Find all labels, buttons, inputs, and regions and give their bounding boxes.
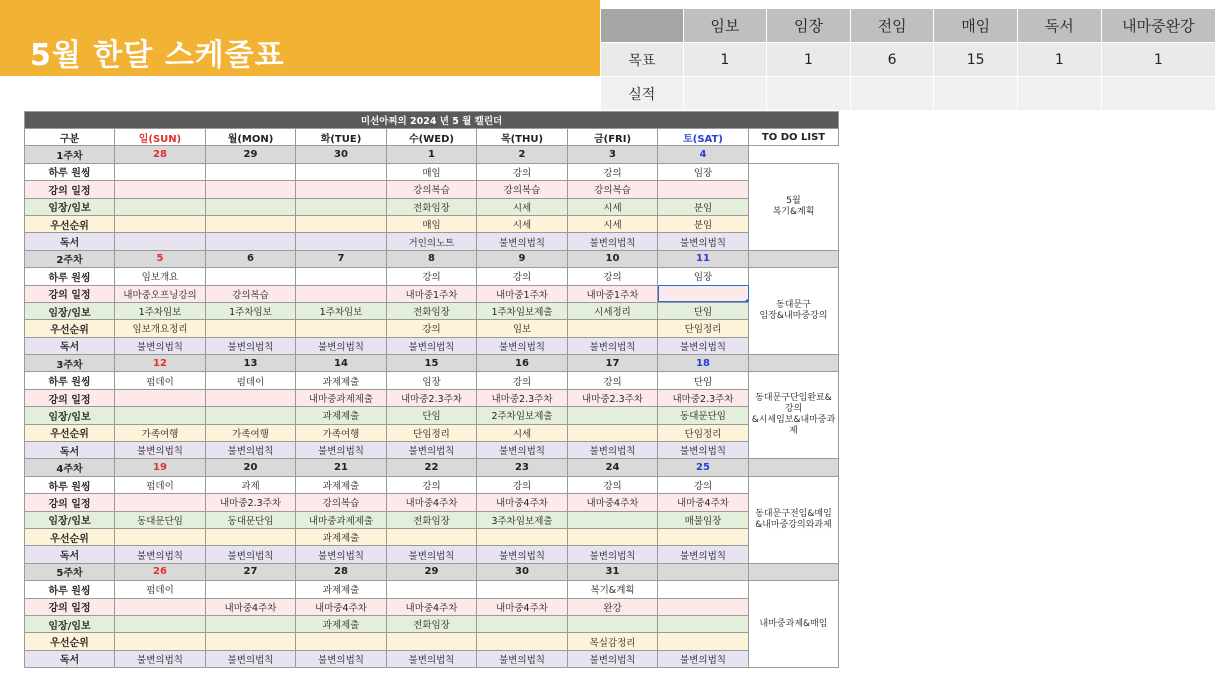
schedule-cell[interactable]: 펌데이 bbox=[115, 476, 206, 493]
schedule-cell[interactable]: 시세 bbox=[568, 215, 658, 232]
todo-line: 복기&계획 bbox=[772, 206, 815, 217]
date-cell[interactable]: 13 bbox=[206, 355, 296, 372]
schedule-cell[interactable]: 분임 bbox=[658, 198, 749, 215]
date-cell[interactable]: 25 bbox=[658, 459, 749, 476]
schedule-cell[interactable]: 과제 bbox=[206, 476, 296, 493]
date-cell[interactable]: 1 bbox=[387, 146, 477, 163]
schedule-cell[interactable]: 1주차임보 bbox=[115, 302, 206, 319]
todo-header: TO DO LIST bbox=[749, 129, 839, 146]
todo-line: &내마중강의와과제 bbox=[755, 519, 832, 530]
row-label: 우선순위 bbox=[25, 633, 115, 650]
date-cell[interactable]: 12 bbox=[115, 355, 206, 372]
week-label: 2주차 bbox=[25, 250, 115, 267]
schedule-cell[interactable]: 내마중과제제출 bbox=[296, 511, 387, 528]
schedule-cell[interactable]: 내마중2.3주차 bbox=[658, 389, 749, 406]
week-label: 3주차 bbox=[25, 355, 115, 372]
schedule-cell[interactable]: 1주차임보 bbox=[206, 302, 296, 319]
schedule-cell[interactable]: 강의복습 bbox=[568, 181, 658, 198]
schedule-cell[interactable]: 시세 bbox=[477, 215, 568, 232]
goals-actual-cell[interactable] bbox=[767, 77, 851, 111]
schedule-cell[interactable]: 강의 bbox=[387, 268, 477, 285]
goals-actual-cell[interactable] bbox=[683, 77, 767, 111]
schedule-cell[interactable] bbox=[115, 215, 206, 232]
schedule-cell[interactable] bbox=[115, 615, 206, 632]
schedule-cell[interactable] bbox=[115, 181, 206, 198]
schedule-cell[interactable]: 강의 bbox=[568, 163, 658, 180]
schedule-cell[interactable] bbox=[206, 198, 296, 215]
schedule-cell[interactable]: 내마중4주차 bbox=[477, 598, 568, 615]
schedule-cell[interactable]: 과제제출 bbox=[296, 581, 387, 598]
date-cell[interactable]: 7 bbox=[296, 250, 387, 267]
schedule-cell[interactable] bbox=[568, 615, 658, 632]
goals-target-cell[interactable]: 1 bbox=[683, 43, 767, 77]
schedule-cell[interactable]: 내마중2.3주차 bbox=[568, 389, 658, 406]
schedule-cell[interactable]: 불변의법칙 bbox=[387, 650, 477, 667]
todo-line: &시세임보&내마중과제 bbox=[751, 415, 836, 437]
schedule-cell[interactable]: 내마중과제제출 bbox=[296, 389, 387, 406]
schedule-cell[interactable] bbox=[115, 633, 206, 650]
schedule-cell[interactable]: 복기&계획 bbox=[568, 581, 658, 598]
row-label: 우선순위 bbox=[25, 528, 115, 545]
row-label: 임장/임보 bbox=[25, 302, 115, 319]
row-label: 하루 원씽 bbox=[25, 163, 115, 180]
schedule-cell[interactable]: 단임정리 bbox=[658, 424, 749, 441]
schedule-cell[interactable]: 불변의법칙 bbox=[568, 650, 658, 667]
schedule-cell[interactable]: 내마중1주차 bbox=[568, 285, 658, 302]
schedule-cell[interactable] bbox=[206, 389, 296, 406]
schedule-cell[interactable]: 내마중1주차 bbox=[387, 285, 477, 302]
schedule-cell[interactable]: 단임 bbox=[658, 372, 749, 389]
schedule-cell[interactable] bbox=[658, 181, 749, 198]
todo-line: 동대문구전임&매임 bbox=[755, 508, 832, 519]
goals-target-cell[interactable]: 1 bbox=[1101, 43, 1215, 77]
row-label: 강의 일정 bbox=[25, 285, 115, 302]
row-label: 강의 일정 bbox=[25, 389, 115, 406]
todo-week-spacer bbox=[749, 459, 839, 476]
date-cell[interactable]: 21 bbox=[296, 459, 387, 476]
date-cell[interactable]: 29 bbox=[206, 146, 296, 163]
schedule-cell[interactable] bbox=[206, 615, 296, 632]
date-cell[interactable]: 5 bbox=[115, 250, 206, 267]
row-label: 강의 일정 bbox=[25, 494, 115, 511]
schedule-cell[interactable]: 목실감정리 bbox=[568, 633, 658, 650]
goals-target-cell[interactable]: 1 bbox=[767, 43, 851, 77]
goals-actual-cell[interactable] bbox=[1101, 77, 1215, 111]
schedule-cell[interactable]: 매물임장 bbox=[658, 511, 749, 528]
schedule-cell[interactable] bbox=[477, 615, 568, 632]
schedule-cell[interactable] bbox=[296, 285, 387, 302]
schedule-cell[interactable]: 3주차임보제출 bbox=[477, 511, 568, 528]
date-cell[interactable]: 29 bbox=[387, 563, 477, 580]
schedule-cell[interactable]: 불변의법칙 bbox=[206, 337, 296, 354]
date-cell[interactable]: 27 bbox=[206, 563, 296, 580]
schedule-cell[interactable] bbox=[658, 633, 749, 650]
schedule-cell[interactable]: 불변의법칙 bbox=[296, 442, 387, 459]
schedule-cell[interactable]: 불변의법칙 bbox=[477, 546, 568, 563]
calendar-corner-label: 구분 bbox=[25, 129, 115, 146]
schedule-cell[interactable] bbox=[296, 163, 387, 180]
schedule-cell[interactable] bbox=[296, 320, 387, 337]
goals-target-cell[interactable]: 15 bbox=[934, 43, 1018, 77]
date-cell[interactable]: 18 bbox=[658, 355, 749, 372]
goals-col-header: 임보 bbox=[683, 9, 767, 43]
schedule-cell[interactable]: 불변의법칙 bbox=[658, 546, 749, 563]
schedule-cell[interactable] bbox=[296, 215, 387, 232]
schedule-cell[interactable]: 임장 bbox=[387, 372, 477, 389]
goals-row-label: 실적 bbox=[601, 77, 683, 111]
date-cell[interactable]: 22 bbox=[387, 459, 477, 476]
goals-target-cell[interactable]: 6 bbox=[850, 43, 934, 77]
schedule-cell[interactable] bbox=[658, 615, 749, 632]
schedule-cell[interactable]: 불변의법칙 bbox=[296, 650, 387, 667]
schedule-cell[interactable]: 강의복습 bbox=[387, 181, 477, 198]
goals-corner bbox=[601, 9, 683, 43]
schedule-cell[interactable]: 강의 bbox=[658, 476, 749, 493]
schedule-cell[interactable]: 단임 bbox=[658, 302, 749, 319]
date-cell[interactable] bbox=[658, 563, 749, 580]
schedule-cell[interactable]: 분임 bbox=[658, 215, 749, 232]
schedule-cell[interactable]: 펌데이 bbox=[115, 581, 206, 598]
row-label: 하루 원씽 bbox=[25, 372, 115, 389]
goals-actual-cell[interactable] bbox=[1017, 77, 1101, 111]
schedule-cell[interactable]: 내마중4주차 bbox=[296, 598, 387, 615]
date-cell[interactable]: 28 bbox=[296, 563, 387, 580]
schedule-cell[interactable] bbox=[387, 633, 477, 650]
schedule-cell[interactable]: 임보개요정리 bbox=[115, 320, 206, 337]
schedule-cell[interactable] bbox=[477, 633, 568, 650]
schedule-cell[interactable]: 전화임장 bbox=[387, 511, 477, 528]
schedule-cell[interactable]: 내마중4주차 bbox=[658, 494, 749, 511]
schedule-cell[interactable]: 2주차임보제출 bbox=[477, 407, 568, 424]
row-label: 임장/임보 bbox=[25, 511, 115, 528]
schedule-cell[interactable] bbox=[206, 633, 296, 650]
goals-table bbox=[601, 9, 1216, 111]
date-cell[interactable]: 23 bbox=[477, 459, 568, 476]
schedule-cell[interactable] bbox=[568, 511, 658, 528]
schedule-cell[interactable] bbox=[115, 163, 206, 180]
schedule-cell[interactable]: 불변의법칙 bbox=[206, 546, 296, 563]
schedule-cell[interactable]: 가족여행 bbox=[206, 424, 296, 441]
schedule-cell[interactable] bbox=[115, 407, 206, 424]
schedule-cell[interactable]: 불변의법칙 bbox=[206, 442, 296, 459]
row-label: 우선순위 bbox=[25, 424, 115, 441]
todo-line: 동대문구단임완료&강의 bbox=[755, 393, 832, 415]
schedule-cell[interactable] bbox=[296, 181, 387, 198]
schedule-cell[interactable]: 강의 bbox=[387, 476, 477, 493]
day-header-mon: 월(MON) bbox=[206, 129, 296, 146]
schedule-cell[interactable] bbox=[115, 494, 206, 511]
schedule-cell[interactable]: 불변의법칙 bbox=[568, 442, 658, 459]
date-cell[interactable]: 26 bbox=[115, 563, 206, 580]
schedule-cell[interactable]: 과제제출 bbox=[296, 615, 387, 632]
schedule-cell[interactable]: 과제제출 bbox=[296, 528, 387, 545]
schedule-cell[interactable]: 내마중4주차 bbox=[477, 494, 568, 511]
schedule-cell[interactable]: 강의 bbox=[477, 163, 568, 180]
schedule-cell[interactable]: 1주차임보제출 bbox=[477, 302, 568, 319]
page-title: 5월 한달 스케줄표 bbox=[30, 38, 285, 73]
schedule-cell[interactable] bbox=[206, 163, 296, 180]
todo-cell[interactable] bbox=[749, 372, 839, 459]
schedule-cell[interactable]: 내마중4주차 bbox=[568, 494, 658, 511]
schedule-cell[interactable] bbox=[568, 407, 658, 424]
day-header-wed: 수(WED) bbox=[387, 129, 477, 146]
schedule-cell[interactable] bbox=[296, 268, 387, 285]
schedule-cell[interactable]: 펌데이 bbox=[115, 372, 206, 389]
date-cell[interactable]: 4 bbox=[658, 146, 749, 163]
day-header-sat: 토(SAT) bbox=[658, 129, 749, 146]
todo-line: 내마중과제&매임 bbox=[759, 618, 828, 629]
schedule-cell[interactable]: 단임정리 bbox=[658, 320, 749, 337]
schedule-cell[interactable]: 매임 bbox=[387, 215, 477, 232]
schedule-cell[interactable]: 과제제출 bbox=[296, 407, 387, 424]
schedule-cell[interactable]: 강의복습 bbox=[296, 494, 387, 511]
row-label: 하루 원씽 bbox=[25, 268, 115, 285]
todo-week-spacer bbox=[749, 250, 839, 267]
schedule-cell[interactable]: 불변의법칙 bbox=[387, 337, 477, 354]
date-cell[interactable]: 3 bbox=[568, 146, 658, 163]
schedule-cell[interactable] bbox=[206, 407, 296, 424]
todo-week-spacer bbox=[749, 563, 839, 580]
schedule-cell[interactable] bbox=[296, 233, 387, 250]
date-cell[interactable]: 10 bbox=[568, 250, 658, 267]
fill-handle[interactable] bbox=[745, 299, 749, 303]
schedule-cell[interactable] bbox=[658, 598, 749, 615]
date-cell[interactable]: 19 bbox=[115, 459, 206, 476]
schedule-cell[interactable]: 단임정리 bbox=[387, 424, 477, 441]
schedule-cell[interactable]: 단임 bbox=[387, 407, 477, 424]
calendar-title: 미선아찌의 2024 년 5 월 캘린더 bbox=[25, 112, 839, 129]
row-label: 강의 일정 bbox=[25, 598, 115, 615]
schedule-cell[interactable]: 불변의법칙 bbox=[115, 650, 206, 667]
schedule-cell[interactable]: 임보개요 bbox=[115, 268, 206, 285]
date-cell[interactable]: 8 bbox=[387, 250, 477, 267]
day-header-thu: 목(THU) bbox=[477, 129, 568, 146]
schedule-cell[interactable]: 과제제출 bbox=[296, 476, 387, 493]
schedule-cell[interactable]: 내마중4주차 bbox=[206, 598, 296, 615]
row-label: 강의 일정 bbox=[25, 181, 115, 198]
schedule-cell[interactable]: 1주차임보 bbox=[296, 302, 387, 319]
schedule-cell[interactable]: 강의 bbox=[568, 476, 658, 493]
schedule-cell[interactable]: 불변의법칙 bbox=[477, 442, 568, 459]
row-label: 임장/임보 bbox=[25, 615, 115, 632]
goals-col-header: 독서 bbox=[1017, 9, 1101, 43]
schedule-cell[interactable]: 불변의법칙 bbox=[568, 546, 658, 563]
date-cell[interactable]: 16 bbox=[477, 355, 568, 372]
row-label: 독서 bbox=[25, 546, 115, 563]
schedule-cell[interactable] bbox=[568, 528, 658, 545]
schedule-cell[interactable]: 강의복습 bbox=[206, 285, 296, 302]
schedule-cell[interactable]: 불변의법칙 bbox=[477, 650, 568, 667]
todo-line: 5월 bbox=[786, 195, 801, 206]
schedule-cell[interactable]: 동대문단임 bbox=[115, 511, 206, 528]
schedule-cell[interactable]: 불변의법칙 bbox=[477, 337, 568, 354]
date-cell[interactable]: 2 bbox=[477, 146, 568, 163]
schedule-cell[interactable]: 전화임장 bbox=[387, 615, 477, 632]
schedule-cell[interactable] bbox=[206, 215, 296, 232]
schedule-cell[interactable]: 불변의법칙 bbox=[115, 442, 206, 459]
schedule-cell[interactable] bbox=[115, 233, 206, 250]
schedule-cell[interactable]: 불변의법칙 bbox=[568, 337, 658, 354]
schedule-cell[interactable] bbox=[115, 198, 206, 215]
schedule-cell[interactable]: 가족여행 bbox=[296, 424, 387, 441]
schedule-cell[interactable]: 동대문단임 bbox=[658, 407, 749, 424]
schedule-cell[interactable]: 시세 bbox=[477, 424, 568, 441]
goals-col-header: 임장 bbox=[767, 9, 851, 43]
schedule-cell[interactable]: 과제제출 bbox=[296, 372, 387, 389]
schedule-cell[interactable]: 매임 bbox=[387, 163, 477, 180]
schedule-cell[interactable]: 불변의법칙 bbox=[568, 233, 658, 250]
week-label: 1주차 bbox=[25, 146, 115, 163]
schedule-cell[interactable]: 펌데이 bbox=[206, 372, 296, 389]
schedule-cell[interactable] bbox=[387, 581, 477, 598]
todo-week-spacer bbox=[749, 355, 839, 372]
schedule-cell[interactable]: 불변의법칙 bbox=[115, 546, 206, 563]
schedule-cell[interactable]: 완강 bbox=[568, 598, 658, 615]
schedule-cell[interactable]: 불변의법칙 bbox=[658, 233, 749, 250]
date-cell[interactable]: 15 bbox=[387, 355, 477, 372]
goals-target-cell[interactable]: 1 bbox=[1017, 43, 1101, 77]
schedule-cell[interactable]: 강의 bbox=[568, 372, 658, 389]
row-label: 독서 bbox=[25, 233, 115, 250]
calendar-table bbox=[24, 111, 839, 668]
goals-actual-cell[interactable] bbox=[850, 77, 934, 111]
goals-row-label: 목표 bbox=[601, 43, 683, 77]
week-label: 5주차 bbox=[25, 563, 115, 580]
date-cell[interactable]: 6 bbox=[206, 250, 296, 267]
date-cell[interactable]: 31 bbox=[568, 563, 658, 580]
todo-line: 동대문구 bbox=[776, 300, 811, 311]
day-header-sun: 일(SUN) bbox=[115, 129, 206, 146]
schedule-cell[interactable]: 강의 bbox=[477, 268, 568, 285]
goals-col-header: 내마중완강 bbox=[1101, 9, 1215, 43]
schedule-cell[interactable]: 임장 bbox=[658, 163, 749, 180]
schedule-cell[interactable]: 강의 bbox=[568, 268, 658, 285]
schedule-cell[interactable] bbox=[206, 181, 296, 198]
schedule-cell[interactable] bbox=[206, 268, 296, 285]
schedule-cell[interactable]: 전화임장 bbox=[387, 198, 477, 215]
date-cell[interactable]: 11 bbox=[658, 250, 749, 267]
schedule-cell[interactable]: 불변의법칙 bbox=[296, 337, 387, 354]
todo-cell[interactable] bbox=[749, 476, 839, 563]
date-cell[interactable]: 24 bbox=[568, 459, 658, 476]
schedule-cell[interactable]: 가족여행 bbox=[115, 424, 206, 441]
todo-cell[interactable] bbox=[749, 163, 839, 250]
schedule-cell[interactable] bbox=[206, 581, 296, 598]
schedule-cell[interactable] bbox=[658, 581, 749, 598]
schedule-cell[interactable] bbox=[477, 528, 568, 545]
schedule-cell[interactable] bbox=[477, 581, 568, 598]
schedule-cell[interactable] bbox=[115, 528, 206, 545]
schedule-cell[interactable]: 내마중오프닝강의 bbox=[115, 285, 206, 302]
date-cell[interactable]: 14 bbox=[296, 355, 387, 372]
schedule-cell[interactable] bbox=[206, 233, 296, 250]
schedule-cell[interactable]: 불변의법칙 bbox=[387, 546, 477, 563]
schedule-cell[interactable] bbox=[115, 598, 206, 615]
todo-cell[interactable] bbox=[749, 581, 839, 668]
schedule-cell[interactable]: 시세 bbox=[477, 198, 568, 215]
schedule-cell[interactable] bbox=[387, 528, 477, 545]
schedule-cell[interactable]: 불변의법칙 bbox=[296, 546, 387, 563]
schedule-cell[interactable]: 불변의법칙 bbox=[206, 650, 296, 667]
date-cell[interactable]: 17 bbox=[568, 355, 658, 372]
schedule-cell[interactable]: 강의 bbox=[387, 320, 477, 337]
schedule-cell[interactable]: 시세 bbox=[568, 198, 658, 215]
schedule-cell[interactable]: 임보 bbox=[477, 320, 568, 337]
schedule-cell[interactable]: 임장 bbox=[658, 268, 749, 285]
schedule-cell[interactable] bbox=[568, 320, 658, 337]
schedule-cell[interactable]: 동대문단임 bbox=[206, 511, 296, 528]
schedule-cell[interactable] bbox=[296, 198, 387, 215]
schedule-cell[interactable]: 내마중1주차 bbox=[477, 285, 568, 302]
day-header-fri: 금(FRI) bbox=[568, 129, 658, 146]
schedule-cell[interactable]: 시세정리 bbox=[568, 302, 658, 319]
row-label: 하루 원씽 bbox=[25, 581, 115, 598]
schedule-cell[interactable] bbox=[658, 528, 749, 545]
row-label: 임장/임보 bbox=[25, 407, 115, 424]
goals-col-header: 매임 bbox=[934, 9, 1018, 43]
row-label: 독서 bbox=[25, 337, 115, 354]
date-cell[interactable]: 20 bbox=[206, 459, 296, 476]
schedule-cell[interactable]: 내마중4주차 bbox=[387, 598, 477, 615]
schedule-cell[interactable]: 불변의법칙 bbox=[658, 442, 749, 459]
schedule-cell[interactable] bbox=[206, 320, 296, 337]
row-label: 우선순위 bbox=[25, 215, 115, 232]
schedule-cell[interactable]: 내마중4주차 bbox=[387, 494, 477, 511]
row-label: 독서 bbox=[25, 442, 115, 459]
schedule-cell[interactable]: 불변의법칙 bbox=[658, 337, 749, 354]
date-cell[interactable]: 30 bbox=[477, 563, 568, 580]
schedule-cell[interactable] bbox=[115, 389, 206, 406]
schedule-cell[interactable]: 불변의법칙 bbox=[387, 442, 477, 459]
schedule-cell[interactable] bbox=[568, 424, 658, 441]
title-banner bbox=[0, 0, 600, 76]
schedule-cell[interactable]: 불변의법칙 bbox=[658, 650, 749, 667]
schedule-cell[interactable] bbox=[296, 633, 387, 650]
date-cell[interactable]: 9 bbox=[477, 250, 568, 267]
row-label: 임장/임보 bbox=[25, 198, 115, 215]
schedule-cell[interactable]: 내마중2.3주차 bbox=[387, 389, 477, 406]
schedule-cell[interactable]: 강의복습 bbox=[477, 181, 568, 198]
schedule-cell[interactable] bbox=[206, 528, 296, 545]
selected-cell[interactable] bbox=[658, 285, 749, 302]
row-label: 우선순위 bbox=[25, 320, 115, 337]
day-header-tue: 화(TUE) bbox=[296, 129, 387, 146]
row-label: 하루 원씽 bbox=[25, 476, 115, 493]
schedule-cell[interactable]: 전화임장 bbox=[387, 302, 477, 319]
week-label: 4주차 bbox=[25, 459, 115, 476]
schedule-cell[interactable]: 내마중2.3주차 bbox=[477, 389, 568, 406]
goals-actual-cell[interactable] bbox=[934, 77, 1018, 111]
row-label: 독서 bbox=[25, 650, 115, 667]
todo-cell[interactable] bbox=[749, 268, 839, 355]
date-cell[interactable]: 28 bbox=[115, 146, 206, 163]
goals-col-header: 전임 bbox=[850, 9, 934, 43]
todo-line: 임장&내마중강의 bbox=[759, 311, 828, 322]
schedule-cell[interactable]: 강의 bbox=[477, 476, 568, 493]
schedule-cell[interactable]: 강의 bbox=[477, 372, 568, 389]
schedule-cell[interactable]: 내마중2.3주차 bbox=[206, 494, 296, 511]
schedule-cell[interactable]: 거인의노트 bbox=[387, 233, 477, 250]
date-cell[interactable]: 30 bbox=[296, 146, 387, 163]
schedule-cell[interactable]: 불변의법칙 bbox=[115, 337, 206, 354]
schedule-cell[interactable]: 불변의법칙 bbox=[477, 233, 568, 250]
